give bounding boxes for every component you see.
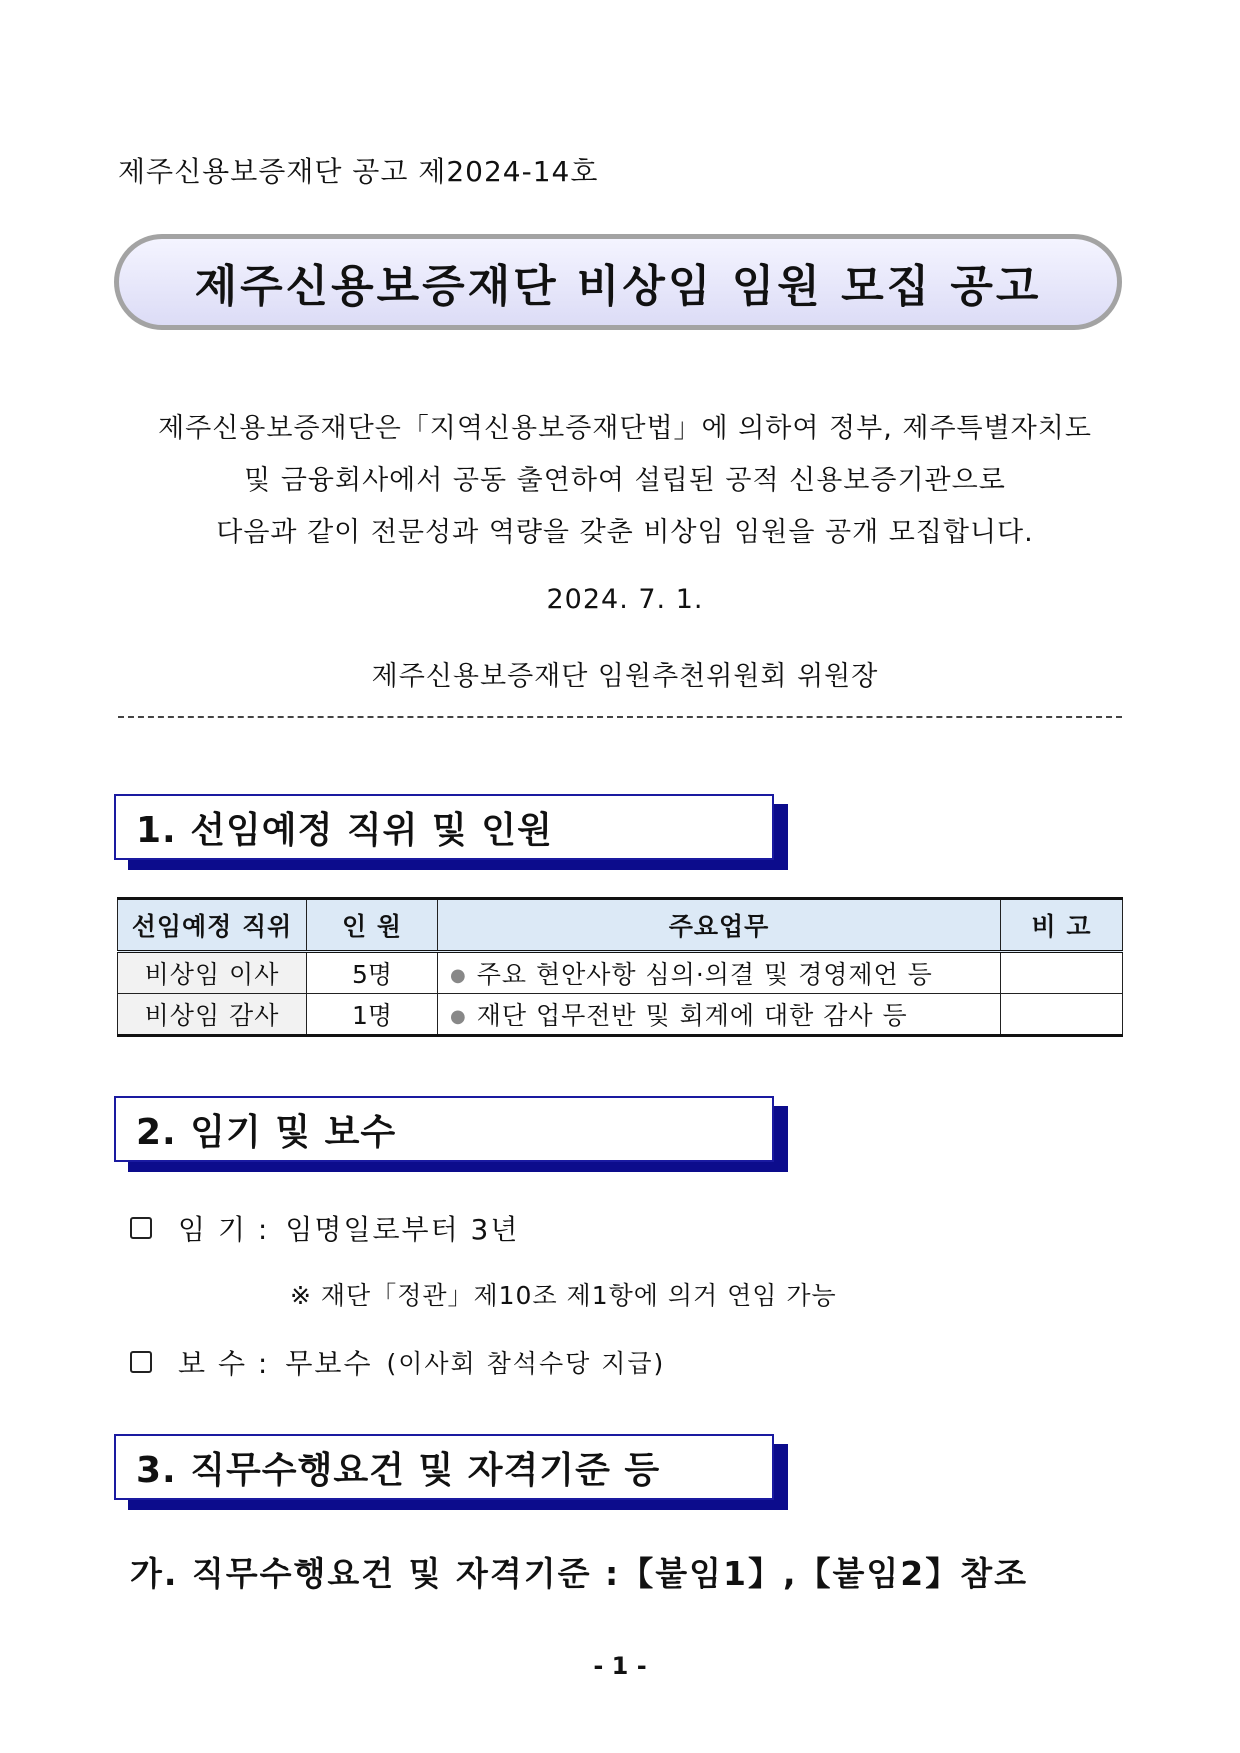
table-row [118,994,1123,1036]
positions-table [117,897,1123,1037]
notice-date: 2024. 7. 1. [546,584,704,615]
table-header-row [118,899,1123,952]
cell-duties [438,952,1001,994]
section-3-header [114,1434,774,1500]
cell-duties [438,994,1001,1036]
term-value: 임명일로부터 3년 [285,1213,520,1246]
duties-text: 주요 현안사항 심의·의결 및 경영제언 등 [476,960,933,989]
dashed-divider [118,716,1122,718]
section-3-title: 3. 직무수행요건 및 자격기준 등 [136,1449,661,1491]
intro-line-3: 다음과 같이 전문성과 역량을 갖춘 비상임 임원을 공개 모집합니다. [216,517,1034,548]
page-title: 제주신용보증재단 비상임 임원 모집 공고 [194,261,1042,312]
table-row [118,952,1123,994]
bullet-icon: ● [450,1006,467,1027]
cell-count: 1명 [307,994,438,1036]
intro-line-1: 제주신용보증재단은「지역신용보증재단법」에 의하여 정부, 제주특별자치도 [158,413,1092,444]
header-position: 선임예정 직위 [118,899,307,952]
duties-text: 재단 업무전반 및 회계에 대한 감사 등 [476,1001,908,1030]
bullet-icon: ● [450,965,467,986]
header-duties: 주요업무 [438,899,1001,952]
pay-label: 보 수 : [178,1347,270,1380]
pay-value: 무보수 [285,1347,373,1380]
header-remarks: 비 고 [1001,899,1123,952]
pay-item [130,1342,665,1382]
cell-position: 비상임 감사 [118,994,307,1036]
intro-line-2: 및 금융회사에서 공동 출연하여 설립된 공적 신용보증기관으로 [244,465,1006,496]
cell-remarks [1001,994,1123,1036]
header-count: 인 원 [307,899,438,952]
cell-position: 비상임 이사 [118,952,307,994]
subsection-a: 가. 직무수행요건 및 자격기준 :【붙임1】,【붙임2】참조 [130,1554,1028,1593]
notice-number: 제주신용보증재단 공고 제2024-14호 [118,155,599,188]
page-number: - 1 - [593,1652,647,1680]
checkbox-icon [130,1217,152,1239]
term-item [130,1208,519,1248]
term-note: ※ 재단「정관」제10조 제1항에 의거 연임 가능 [290,1281,837,1310]
title-banner [114,234,1122,330]
term-label: 임 기 : [178,1213,270,1246]
cell-count: 5명 [307,952,438,994]
checkbox-icon [130,1351,152,1373]
section-2-title: 2. 임기 및 보수 [136,1111,397,1153]
section-2-header [114,1096,774,1162]
cell-remarks [1001,952,1123,994]
section-1-header [114,794,774,860]
pay-detail: (이사회 참석수당 지급) [386,1349,666,1378]
issuer: 제주신용보증재단 임원추천위원회 위원장 [371,661,879,692]
section-1-title: 1. 선임예정 직위 및 인원 [136,809,553,851]
